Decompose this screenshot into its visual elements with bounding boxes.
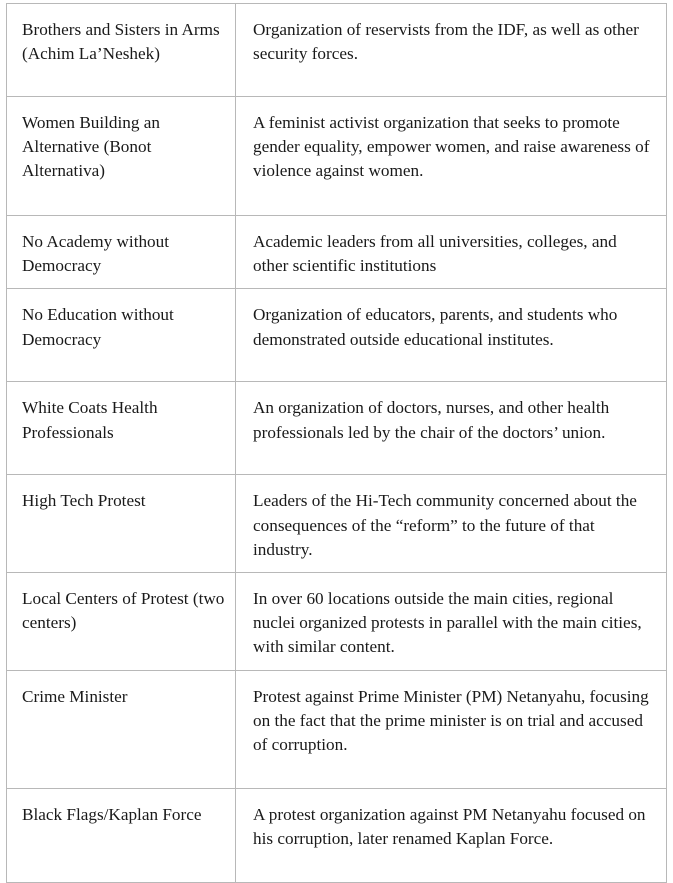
table-row (7, 97, 667, 216)
organization-description-cell: An organization of doctors, nurses, and other health professionals led by the chair of the doctors’ union. (236, 382, 667, 475)
table-row (7, 670, 667, 788)
table-row (7, 382, 667, 475)
organization-description-cell: Protest against Prime Minister (PM) Netanyahu, focusing on the fact that the prime minister is on trial and accused of corruption. (236, 670, 667, 788)
table-row (7, 216, 667, 289)
organization-name-cell: White Coats Health Professionals (7, 382, 236, 475)
organization-name-cell: Brothers and Sisters in Arms (Achim La’Neshek) (7, 4, 236, 97)
table-row (7, 289, 667, 382)
table-row (7, 573, 667, 671)
organization-description-cell: Academic leaders from all universities, colleges, and other scientific institutions (236, 216, 667, 289)
organization-name-cell: High Tech Protest (7, 475, 236, 573)
organization-name-cell: Crime Minister (7, 670, 236, 788)
organization-description-cell: In over 60 locations outside the main cities, regional nuclei organized protests in parallel with the main cities, with similar content. (236, 573, 667, 671)
organization-name-cell: Women Building an Alternative (Bonot Alternativa) (7, 97, 236, 216)
organization-description-cell: Organization of reservists from the IDF, as well as other security forces. (236, 4, 667, 97)
organization-description-cell: A feminist activist organization that seeks to promote gender equality, empower women, and raise awareness of violence against women. (236, 97, 667, 216)
organization-description-cell: Leaders of the Hi-Tech community concerned about the consequences of the “reform” to the future of that industry. (236, 475, 667, 573)
table-row (7, 4, 667, 97)
organization-name-cell: Local Centers of Protest (two centers) (7, 573, 236, 671)
organization-name-cell: No Academy without Democracy (7, 216, 236, 289)
organization-name-cell: Black Flags/Kaplan Force (7, 788, 236, 882)
table-row (7, 788, 667, 882)
organization-name-cell: No Education without Democracy (7, 289, 236, 382)
table-row (7, 475, 667, 573)
organization-description-cell: Organization of educators, parents, and students who demonstrated outside educational institutes. (236, 289, 667, 382)
organization-description-cell: A protest organization against PM Netanyahu focused on his corruption, later renamed Kaplan Force. (236, 788, 667, 882)
protest-organizations-table (6, 3, 667, 883)
